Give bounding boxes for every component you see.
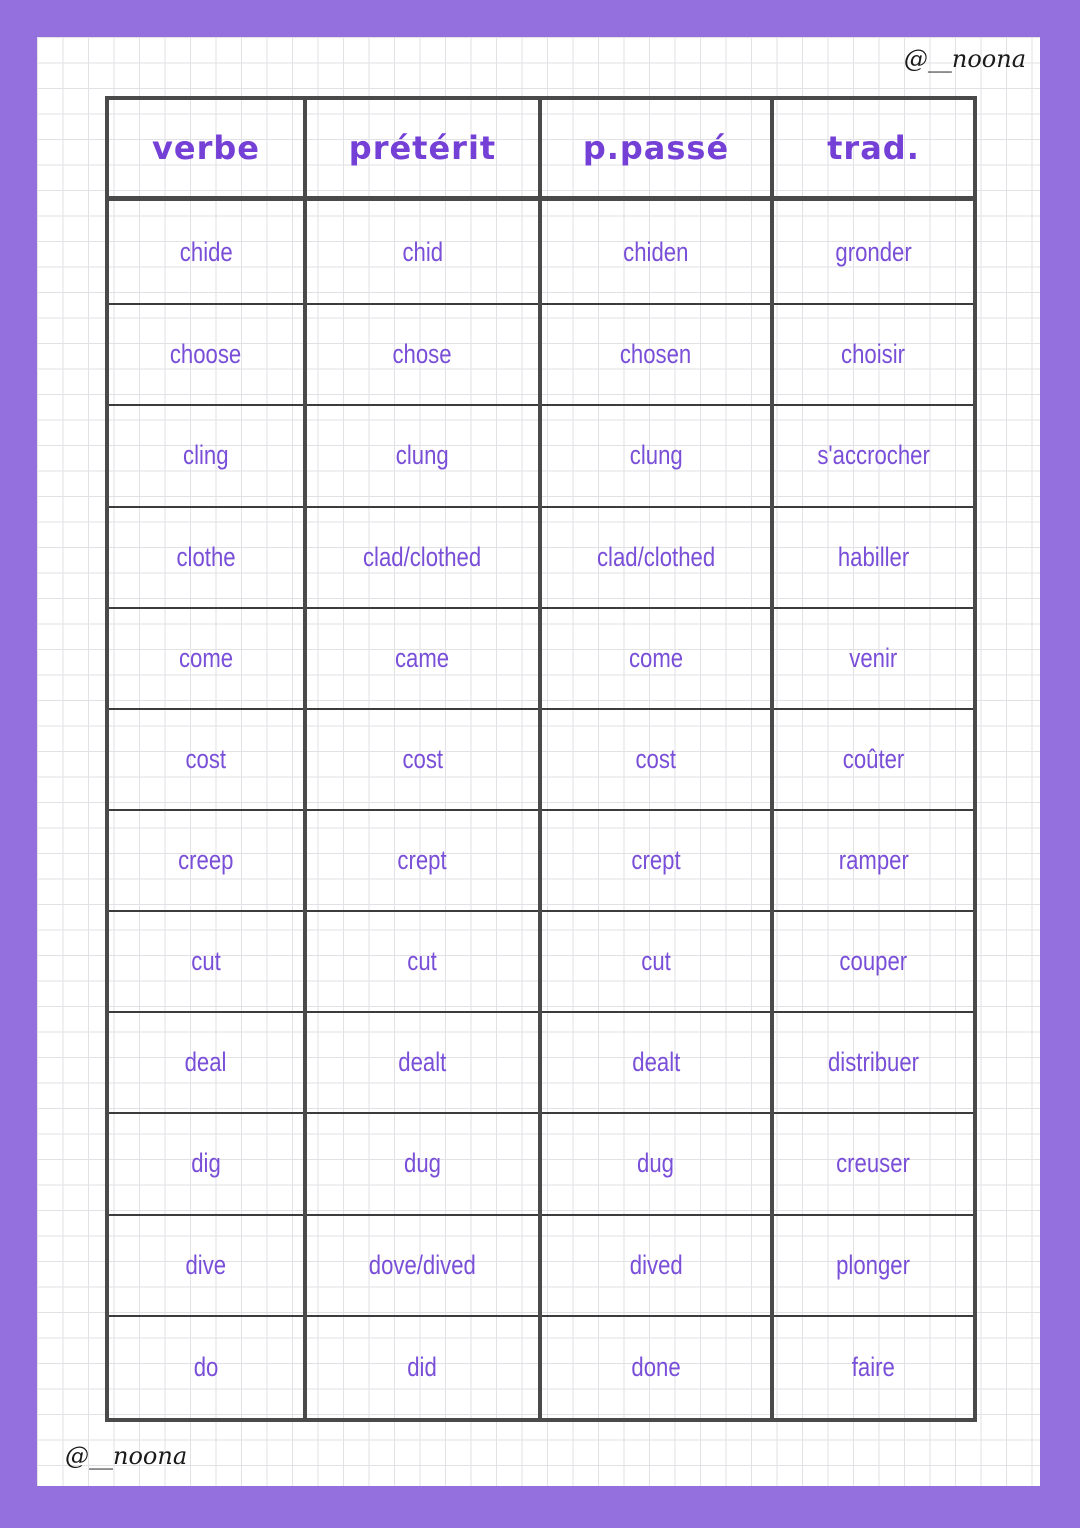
cell-p-passe: chiden: [540, 199, 772, 305]
cell-verbe: do: [107, 1316, 305, 1420]
cell-verbe: deal: [107, 1012, 305, 1113]
cell-verbe: cling: [107, 405, 305, 506]
cell-p-passe: dived: [540, 1215, 772, 1316]
cell-trad: habiller: [772, 507, 975, 608]
cell-trad: ramper: [772, 810, 975, 911]
table-row: [107, 911, 975, 1012]
cell-verbe: dig: [107, 1113, 305, 1214]
cell-verbe: creep: [107, 810, 305, 911]
table-row: [107, 304, 975, 405]
cell-verbe: choose: [107, 304, 305, 405]
cell-preterit: came: [305, 608, 540, 709]
cell-verbe: chide: [107, 199, 305, 305]
header-row: [107, 98, 975, 199]
cell-preterit: clad/clothed: [305, 507, 540, 608]
cell-p-passe: cut: [540, 911, 772, 1012]
irregular-verbs-table: [105, 96, 977, 1422]
header-p-passe: p.passé: [540, 98, 772, 199]
table-row: [107, 405, 975, 506]
cell-preterit: did: [305, 1316, 540, 1420]
cell-trad: faire: [772, 1316, 975, 1420]
cell-preterit: chose: [305, 304, 540, 405]
cell-preterit: dove/dived: [305, 1215, 540, 1316]
cell-trad: distribuer: [772, 1012, 975, 1113]
cell-verbe: clothe: [107, 507, 305, 608]
cell-trad: s'accrocher: [772, 405, 975, 506]
cell-p-passe: cost: [540, 709, 772, 810]
cell-trad: choisir: [772, 304, 975, 405]
cell-verbe: come: [107, 608, 305, 709]
cell-preterit: dealt: [305, 1012, 540, 1113]
table-row: [107, 1012, 975, 1113]
cell-p-passe: clad/clothed: [540, 507, 772, 608]
header-trad: trad.: [772, 98, 975, 199]
cell-p-passe: come: [540, 608, 772, 709]
cell-trad: creuser: [772, 1113, 975, 1214]
watermark-bottom: @__noona: [65, 1442, 188, 1470]
watermark-top: @__noona: [903, 45, 1026, 73]
grid-paper: [37, 37, 1040, 1486]
cell-verbe: cut: [107, 911, 305, 1012]
table-row: [107, 1215, 975, 1316]
cell-trad: couper: [772, 911, 975, 1012]
cell-preterit: crept: [305, 810, 540, 911]
table-row: [107, 1113, 975, 1214]
cell-trad: venir: [772, 608, 975, 709]
cell-trad: coûter: [772, 709, 975, 810]
cell-verbe: dive: [107, 1215, 305, 1316]
table-row: [107, 1316, 975, 1420]
cell-p-passe: clung: [540, 405, 772, 506]
table-row: [107, 810, 975, 911]
table-row: [107, 608, 975, 709]
header-preterit: prétérit: [305, 98, 540, 199]
cell-p-passe: done: [540, 1316, 772, 1420]
header-verbe: verbe: [107, 98, 305, 199]
cell-verbe: cost: [107, 709, 305, 810]
table-row: [107, 709, 975, 810]
cell-preterit: chid: [305, 199, 540, 305]
cell-preterit: cost: [305, 709, 540, 810]
cell-p-passe: dealt: [540, 1012, 772, 1113]
table-row: [107, 507, 975, 608]
cell-trad: plonger: [772, 1215, 975, 1316]
cell-preterit: clung: [305, 405, 540, 506]
cell-p-passe: dug: [540, 1113, 772, 1214]
cell-p-passe: crept: [540, 810, 772, 911]
cell-trad: gronder: [772, 199, 975, 305]
cell-preterit: dug: [305, 1113, 540, 1214]
cell-p-passe: chosen: [540, 304, 772, 405]
table-row: [107, 199, 975, 305]
cell-preterit: cut: [305, 911, 540, 1012]
